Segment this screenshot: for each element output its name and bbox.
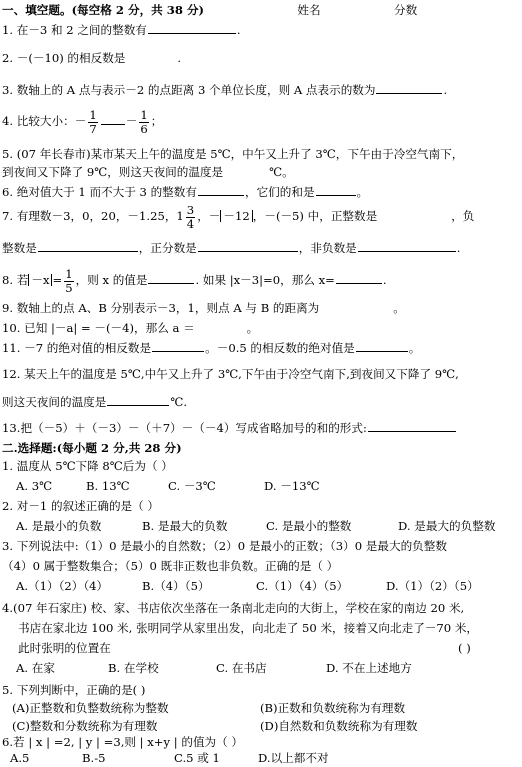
absolute-value xyxy=(28,274,52,286)
question-7-text-4: 整数是 xyxy=(2,241,37,255)
choice-6-text: 6.若 | x | =2, | y | =3,则 | x+y | 的值为（ ） xyxy=(2,735,244,749)
option-c[interactable]: C. －3℃ xyxy=(168,479,216,493)
choice-3-text-2: （4）0 属于整数集合；（5）0 既非正数也非负数。正确的是（ ） xyxy=(2,559,339,573)
choice-3-line-1 xyxy=(2,538,518,554)
question-7-text-5: ，正分数是 xyxy=(138,241,197,255)
question-10-text: 10. 已知 |－a| = －(－4)，那么 a ＝ xyxy=(2,321,195,335)
section1-header xyxy=(2,2,518,18)
question-8-text-3: . 如果 |x－3|=0，那么 x= xyxy=(195,273,335,287)
choice-3-line-2 xyxy=(2,558,518,574)
question-9-text: 9. 数轴上的点 A、B 分别表示－3，1，则点 A 与 B 的距离为 xyxy=(2,301,320,315)
denominator: 7 xyxy=(89,121,97,136)
question-5-line-2 xyxy=(2,164,518,180)
question-2-text: 2. －(－10) 的相反数是 xyxy=(2,51,126,65)
option-a[interactable]: (A)正整数和负整数统称为整数 xyxy=(12,701,169,715)
question-5-text: 5. (07 年长春市)某市某天上午的温度是 5℃，中午又上升了 3℃，下午由于冷空气南下， xyxy=(2,147,464,161)
answer-blank[interactable] xyxy=(376,82,442,94)
choice-4-line-1 xyxy=(2,600,518,616)
name-label: 姓名 xyxy=(297,3,321,17)
option-a[interactable]: A. 3℃ xyxy=(16,479,53,493)
question-7-text: 7. 有理数－3，0，20，－1.25，1 xyxy=(2,209,184,223)
option-b[interactable]: (B)正数和负数统称为有理数 xyxy=(260,701,406,715)
numerator: 1 xyxy=(65,266,73,281)
choice-4-text-3: 此时张明的位置在 xyxy=(18,641,111,655)
unit: ℃。 xyxy=(269,165,294,179)
option-d[interactable]: D. 不在上述地方 xyxy=(326,661,412,675)
punct: . xyxy=(382,273,387,287)
denominator: 5 xyxy=(65,280,73,295)
punct: . xyxy=(177,51,182,65)
question-12-text-2: 则这天夜间的温度是 xyxy=(2,395,107,409)
question-4-text: 4. 比较大小：－ xyxy=(2,114,87,128)
fraction-3-4 xyxy=(186,204,195,231)
question-9 xyxy=(2,300,518,316)
choice-2-text: 2. 对－1 的叙述正确的是（ ） xyxy=(2,499,160,513)
absolute-value xyxy=(220,210,252,222)
question-10 xyxy=(2,320,518,336)
denominator: 6 xyxy=(140,121,148,136)
option-c[interactable]: C.5 或 1 xyxy=(174,751,220,765)
question-12-text: 12. 某天上午的温度是 5℃,中午又上升了 3℃,下午由于冷空气南下,到夜间又下降了 9℃, xyxy=(2,367,459,381)
choice-1-text: 1. 温度从 5℃下降 8℃后为（ ） xyxy=(2,459,173,473)
section2-title: 二.选择题:(每小题 2 分,共 28 分) xyxy=(2,441,182,455)
option-d[interactable]: (D)自然数和负数统称为有理数 xyxy=(260,719,418,733)
option-b[interactable]: B.（4）（5） xyxy=(142,579,210,593)
question-8-text-2: ，则 x 的值是 xyxy=(75,273,148,287)
choice-4-line-2 xyxy=(18,620,518,636)
score-label: 分数 xyxy=(394,3,418,17)
option-d[interactable]: D. －13℃ xyxy=(264,479,320,493)
section1-title: 一、填空题。(每空格 2 分，共 38 分) xyxy=(2,3,205,17)
option-d[interactable]: D. 是最大的负整数 xyxy=(398,519,496,533)
answer-parentheses[interactable]: ( ) xyxy=(458,641,471,655)
question-13-text: 13.把（－5）＋（－3）－（＋7）－（－4）写成省略加号的和的形式: xyxy=(2,421,367,435)
option-a[interactable]: A. 在家 xyxy=(16,661,55,675)
answer-blank[interactable] xyxy=(198,184,244,196)
question-11-text: 11. －7 的绝对值的相反数是 xyxy=(2,341,152,355)
option-b[interactable]: B.-5 xyxy=(82,751,106,765)
option-a[interactable]: A.5 xyxy=(10,751,30,765)
fraction-1-7 xyxy=(88,109,97,136)
choice-1-stem xyxy=(2,458,518,474)
question-6-text-2: ，它们的和是 xyxy=(244,185,315,199)
punct: . xyxy=(443,83,448,97)
option-d[interactable]: D.（1）（2）（5） xyxy=(386,579,479,593)
question-2 xyxy=(2,50,518,66)
fraction-1-5 xyxy=(64,268,73,295)
option-c[interactable]: (C)整数和分数统称为有理数 xyxy=(12,719,158,733)
fraction-1-6 xyxy=(139,109,148,136)
option-b[interactable]: B. 是最大的负数 xyxy=(142,519,228,533)
punct: 。 xyxy=(393,301,405,315)
question-12-line-2 xyxy=(2,394,518,410)
question-7-line-2 xyxy=(2,240,518,256)
question-7-text-2: ，－(－5) 中，正整数是 xyxy=(252,209,378,223)
question-7-line-1 xyxy=(2,202,518,231)
punct: . xyxy=(236,23,241,37)
unit: ℃. xyxy=(170,395,188,409)
choice-4-text: 4.(07 年石家庄) 校、家、书店依次坐落在一条南北走向的大街上，学校在家的南边 20 米, xyxy=(2,601,465,615)
answer-blank[interactable] xyxy=(148,22,236,34)
option-a[interactable]: A. 是最小的负数 xyxy=(16,519,102,533)
answer-blank[interactable] xyxy=(358,240,456,252)
numerator: 1 xyxy=(140,107,148,122)
punct: 。 xyxy=(408,341,421,355)
answer-blank[interactable] xyxy=(152,340,204,352)
question-12-line-1 xyxy=(2,366,518,382)
question-7-text-3: ，负 xyxy=(451,209,475,223)
question-3-text: 3. 数轴上的 A 点与表示－2 的点距离 3 个单位长度，则 A 点表示的数为 xyxy=(2,83,376,97)
question-1 xyxy=(2,22,518,38)
abs-content: －12 xyxy=(223,209,250,223)
question-6-text: 6. 绝对值大于 1 而不大于 3 的整数有 xyxy=(2,185,197,199)
choice-5-text: 5. 下列判断中，正确的是( ) xyxy=(2,683,146,697)
answer-blank[interactable] xyxy=(101,113,125,125)
answer-blank[interactable] xyxy=(356,340,408,352)
question-11-text-2: 。－0.5 的相反数的绝对值是 xyxy=(205,341,355,355)
answer-blank[interactable] xyxy=(107,394,169,406)
question-5-text-2: 到夜间又下降了 9℃，则这天夜间的温度是 xyxy=(2,165,224,179)
choice-3-text: 3. 下列说法中:（1）0 是最小的自然数；（2）0 是最小的正数；（3）0 是最大的负整数 xyxy=(2,539,447,553)
section2-header xyxy=(2,440,518,456)
numerator: 1 xyxy=(89,107,97,122)
choice-6-stem xyxy=(2,734,518,750)
answer-blank[interactable] xyxy=(198,240,298,252)
question-11 xyxy=(2,340,518,356)
punct: ； xyxy=(150,114,163,128)
question-4 xyxy=(2,108,518,136)
question-1-text: 1. 在－3 和 2 之间的整数有 xyxy=(2,23,147,37)
punct: 。 xyxy=(356,185,369,199)
question-3 xyxy=(2,82,518,98)
question-13 xyxy=(2,420,518,436)
question-7-text-6: ，非负数是 xyxy=(298,241,357,255)
option-c[interactable]: C.（1）（4）（5） xyxy=(256,579,349,593)
punct: . xyxy=(456,241,461,255)
option-c[interactable]: C. 是最小的整数 xyxy=(266,519,352,533)
answer-blank[interactable] xyxy=(336,272,382,284)
abs-content: －x xyxy=(31,273,50,287)
answer-blank[interactable] xyxy=(316,184,356,196)
option-a[interactable]: A.（1）（2）（4） xyxy=(16,579,109,593)
question-6 xyxy=(2,184,518,200)
option-b[interactable]: B. 在学校 xyxy=(108,661,159,675)
choice-5-stem xyxy=(2,682,518,698)
question-5-line-1 xyxy=(2,146,518,162)
choice-2-stem xyxy=(2,498,518,514)
option-d[interactable]: D.以上都不对 xyxy=(258,751,329,765)
numerator: 3 xyxy=(186,202,195,217)
minus-sign: － xyxy=(125,114,138,128)
question-8 xyxy=(2,266,518,295)
question-8-text: 8. 若 xyxy=(2,273,29,287)
equals-sign: = xyxy=(52,273,63,287)
answer-blank[interactable] xyxy=(38,240,138,252)
choice-4-line-3 xyxy=(18,640,518,656)
minus-sign: ，－ xyxy=(197,209,221,223)
answer-blank[interactable] xyxy=(368,420,456,432)
choice-4-text-2: 书店在家北边 100 米, 张明同学从家里出发，向北走了 50 米，接着又向北走了－70 米， xyxy=(18,621,479,635)
option-c[interactable]: C. 在书店 xyxy=(216,661,267,675)
denominator: 4 xyxy=(186,216,195,231)
option-b[interactable]: B. 13℃ xyxy=(86,479,130,493)
answer-blank[interactable] xyxy=(148,272,194,284)
punct: 。 xyxy=(246,321,259,335)
